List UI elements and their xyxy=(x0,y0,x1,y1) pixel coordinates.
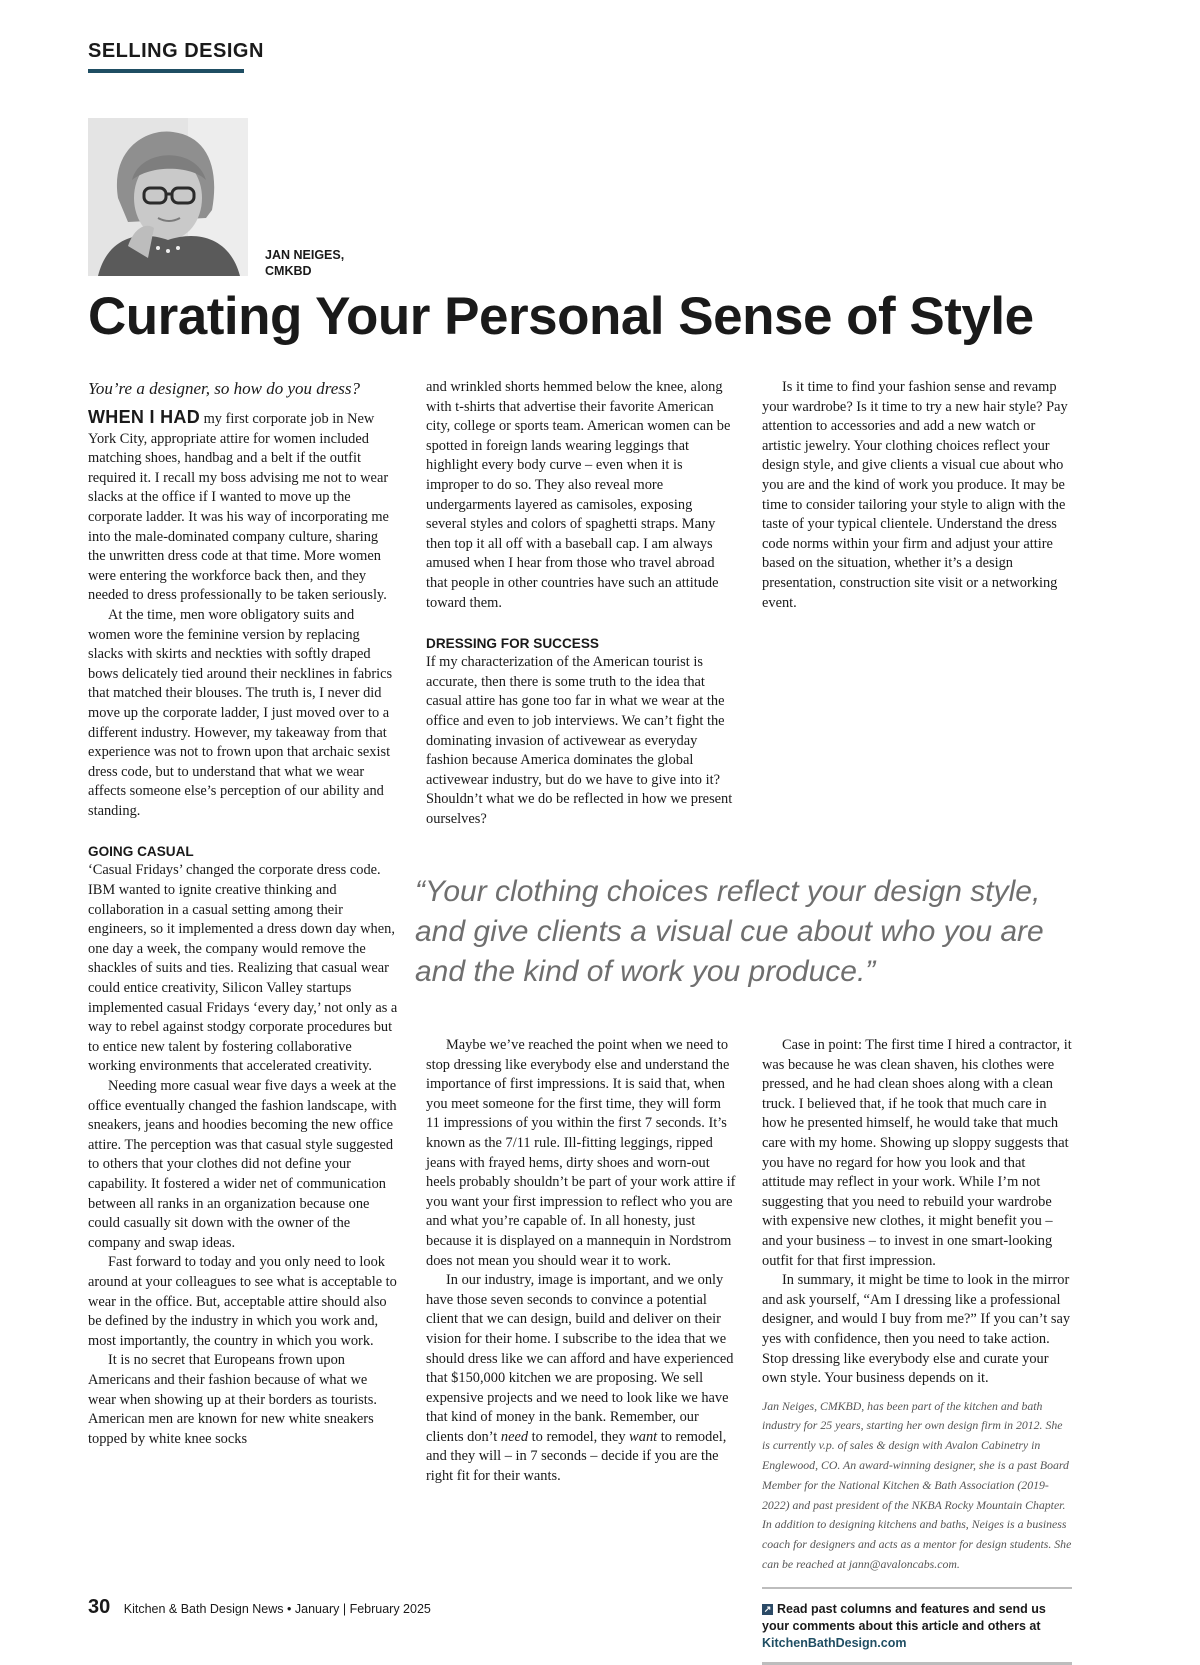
page-footer xyxy=(88,1596,431,1619)
section-rule xyxy=(88,69,244,73)
body-paragraph: and wrinkled shorts hemmed below the knee, along with t-shirts that advertise their favorite American city, college or sports team. American women can be spotted in foreign lands wearing leggings that highlight every body curve – even when it is improper to do so. They also reveal more undergarments layered as camisoles, exposing several styles and colors of spaghetti straps. Many then top it all off with a baseball cap. I am always amused when I hear from those who travel abroad that people in other countries have such an attitude toward them. xyxy=(426,379,731,611)
cta-text: Read past columns and features and send us your comments about this article and others at xyxy=(762,1601,1046,1633)
body-paragraph: Needing more casual wear five days a week at the office eventually changed the fashion landscape, with sneakers, jeans and hoodies becoming the new office attire. The perception was that casual style suggested to others that your clothes did not define your capability. It fostered a wider net of communication between all ranks in an organization because one could casually sit down with the owner of the company and swap ideas. xyxy=(88,1078,397,1251)
author-bio: Jan Neiges, CMKBD, has been part of the kitchen and bath industry for 25 years, starting her own design firm in 2012. She is currently v.p. of sales & design with Avalon Cabinetry in Englewood, CO. An award-winning designer, she is a past Board Member for the National Kitchen & Bath Association (2019-2022) and past president of the NKBA Rocky Mountain Chapter. In addition to designing kitchens and baths, Neiges is a business coach for designers and acts as a mentor for design students. She can be reached at jann@avaloncabs.com. xyxy=(762,1398,1072,1572)
article-dek: You’re a designer, so how do you dress? xyxy=(88,379,361,398)
emphasis-need: need xyxy=(500,1428,529,1445)
subhead-going-casual: GOING CASUAL xyxy=(88,844,194,860)
issue-date: January | February 2025 xyxy=(294,1602,431,1616)
subhead-dressing-for-success: DRESSING FOR SUCCESS xyxy=(426,636,599,652)
body-text: In our industry, image is important, and we only have those seven seconds to convince a potential client that we can design, build and deliver on their vision for their home. I subscribe to the idea that we should dress like we can afford and have experienced that $150,000 kitchen we are proposing. We sell expensive projects and we need to look like we have that kind of money in the bank. Remember, our clients don’t xyxy=(426,1272,734,1445)
body-paragraph: Is it time to find your fashion sense and revamp your wardrobe? Is it time to try a new hair style? Pay attention to accessories and add a new watch or artistic jewelry. Your clothing choices reflect your design style, and give clients a visual cue about who you are and the kind of work you produce. It may be time to consider tailoring your style to align with the taste of your typical clientele. Understand the dress code norms within your firm and adjust your attire based on the situation, whether it’s a design presentation, construction site visit or a networking event. xyxy=(762,379,1068,611)
article-column-2-bottom xyxy=(426,1036,736,1487)
cta-block xyxy=(762,1601,1072,1652)
author-photo xyxy=(88,118,248,276)
website-link[interactable]: KitchenBathDesign.com xyxy=(762,1635,907,1650)
bio-divider xyxy=(762,1587,1072,1589)
body-paragraph xyxy=(88,408,398,606)
article-headline: Curating Your Personal Sense of Style xyxy=(88,287,1034,346)
body-text: my first corporate job in New York City, appropriate attire for women included matching shoes, handbag and a belt if the outfit required it. I recall my boss advising me not to wear slacks at the office if I wanted to move up the corporate ladder. It was his way of incorporating me into the male-dominated company culture, sharing the unwritten dress code at that time. More women were entering the workforce back then, and they needed to dress professionally to be taken seriously. xyxy=(88,411,389,604)
section-label: SELLING DESIGN xyxy=(88,40,264,62)
body-paragraph: In summary, it might be time to look in the mirror and ask yourself, “Am I dressing like a professional designer, and would I buy from me?” If you can’t say yes with confidence, then you need to take action. Stop dressing like everybody else and curate your own style. Your business depends on it. xyxy=(762,1272,1071,1387)
cta-divider xyxy=(762,1662,1072,1665)
body-paragraph: At the time, men wore obligatory suits and women wore the feminine version by replacing slacks with skirts and neckties with softly draped bows delicately tied around their necklines in fabrics that matched their blouses. The truth is, I never did move up the corporate ladder, I just moved over to a different industry. However, my takeaway from that experience was not to frown upon that archaic sexist dress code, but to understand that what we wear affects someone else’s perception of our ability and standing. xyxy=(88,606,393,819)
body-paragraph xyxy=(426,1271,736,1487)
external-link-icon: ↗ xyxy=(763,1604,772,1615)
publication-name: Kitchen & Bath Design News xyxy=(123,1602,284,1616)
article-column-2-top xyxy=(426,378,736,829)
emphasis-want: want xyxy=(629,1428,658,1445)
author-name: JAN NEIGES, xyxy=(265,248,345,262)
body-paragraph: ‘Casual Fridays’ changed the corporate dress code. IBM wanted to ignite creative thinking and collaboration in a casual setting among their engineers, so it implemented a dress down day when, one day a week, the company would remove the shackles of suits and ties. Realizing that casual wear could entice creativity, Silicon Valley startups implemented casual Fridays ‘every day,’ not only as a way to rebel against stodgy corporate procedures but to entice new talent by fostering collaborative working environments that accelerated creativity. xyxy=(88,862,398,1075)
body-text: to remodel, and they will – in 7 seconds – decide if you are the right fit for their wants. xyxy=(426,1428,727,1485)
article-column-3-top xyxy=(762,378,1072,613)
body-paragraph: Fast forward to today and you only need to look around at your colleagues to see what is acceptable to wear in the office. But, acceptable attire should also be defined by the industry in which you work and, most importantly, the country in which you work. xyxy=(88,1254,397,1349)
footer-separator: • xyxy=(287,1602,292,1616)
author-credential: CMKBD xyxy=(265,264,312,278)
body-paragraph: Case in point: The first time I hired a contractor, it was because he was clean shaven, his clothes were pressed, and he had clean shoes along with a clean truck. I believed that, if he took that much care in how he presented himself, he would take that much care with my home. Showing up sloppy suggests that you have no regard for how you look and that attitude may reflect in your work. While I’m not suggesting that you need to rebuild your wardrobe with expensive new clothes, it might benefit you – and your business – to invest in one smart-looking outfit for that first impression. xyxy=(762,1037,1072,1269)
body-paragraph: If my characterization of the American tourist is accurate, then there is some truth to the idea that casual attire has gone too far in what we wear at the office and even to job interviews. We can’t fight the dominating invasion of activewear as everyday fashion because America dominates the global activewear industry, but do we have to give into it? Shouldn’t what we do be reflected in how we present ourselves? xyxy=(426,654,733,827)
body-paragraph: It is no secret that Europeans frown upon Americans and their fashion because of what we wear when showing up at their borders as tourists. American men are known for new white sneakers topped by white knee socks xyxy=(88,1352,377,1447)
pull-quote: “Your clothing choices reflect your design style, and give clients a visual cue about who you are and the kind of work you produce.” xyxy=(415,875,1044,988)
lead-in: WHEN I HAD xyxy=(88,407,200,427)
article-column-1 xyxy=(88,378,398,1449)
page-number: 30 xyxy=(88,1596,111,1618)
article-column-3-bottom xyxy=(762,1036,1072,1665)
body-text: to remodel, they xyxy=(528,1428,630,1445)
author-byline xyxy=(265,247,344,279)
body-paragraph: Maybe we’ve reached the point when we need to stop dressing like everybody else and understand the importance of first impressions. It is said that, when you meet someone for the first time, they will form 11 impressions of you within the first 7 seconds. It’s known as the 7/11 rule. Ill-fitting leggings, ripped jeans with frayed hems, dirty shoes and worn-out heels probably shouldn’t be part of your work attire if you want your first impression to reflect who you are and what you’re capable of. In all honesty, just because it is displayed on a mannequin in Nordstrom does not mean you should wear it to work. xyxy=(426,1037,736,1269)
